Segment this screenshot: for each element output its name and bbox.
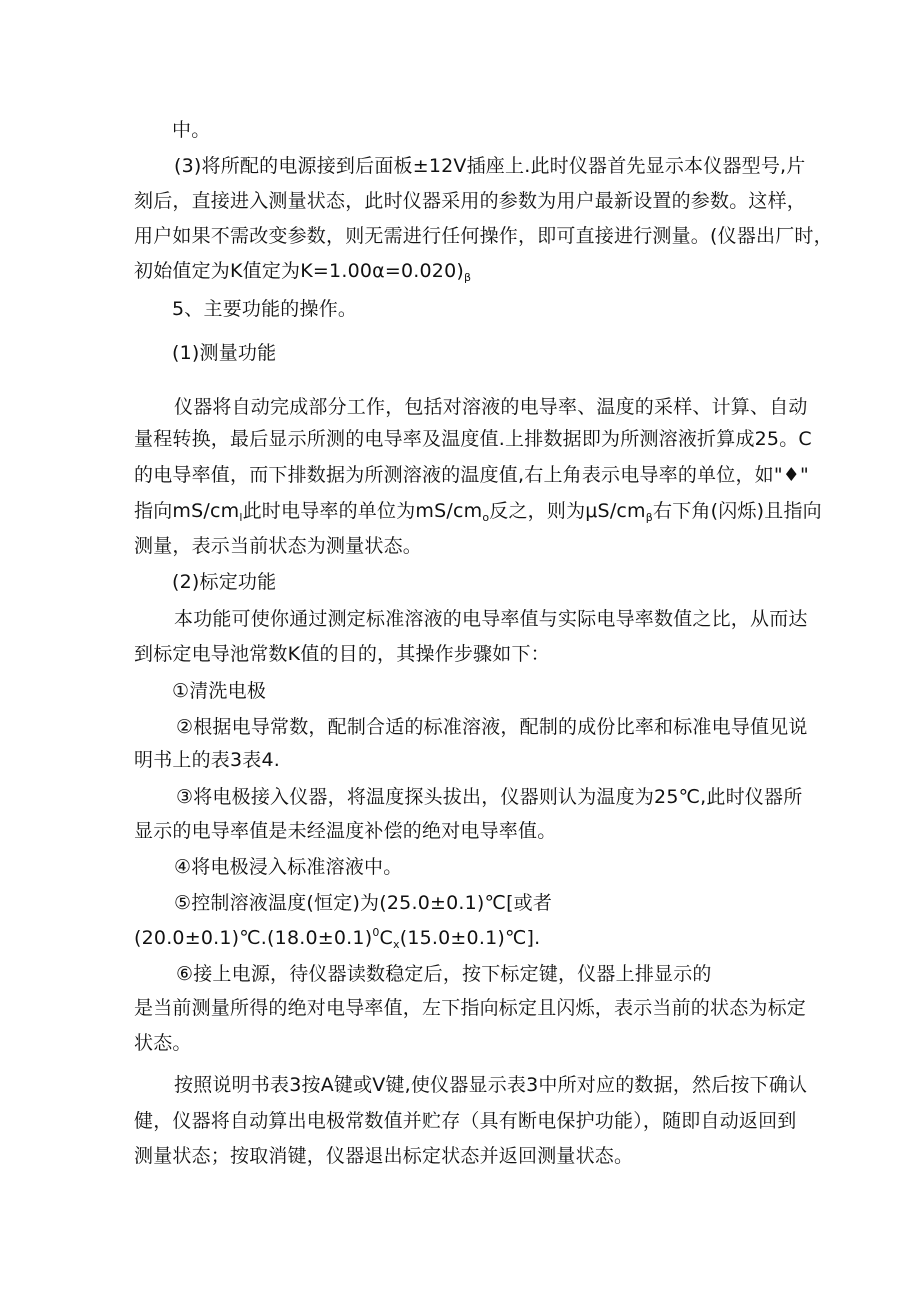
paragraph-line: 状态。: [134, 1032, 192, 1054]
subscript: β: [464, 271, 472, 284]
line-text: (20.0±0.1)℃.(18.0±0.1): [134, 927, 373, 949]
paragraph-line: [134, 259, 471, 283]
line-text: 右下角(闪烁)且指向: [653, 500, 822, 522]
paragraph-line: 用户如果不需改变参数，则无需进行任何操作，即可直接进行测量。(仪器出厂时，: [134, 225, 833, 247]
subsection-heading: (2)标定功能: [172, 571, 277, 593]
paragraph-line: [134, 926, 540, 950]
step-item: ①清洗电极: [172, 680, 267, 702]
paragraph-line: 量程转换，最后显示所测的电导率及温度值.上排数据即为所测溶液折算成25。C: [134, 428, 812, 450]
subscript: x: [392, 938, 400, 951]
paragraph-line: 中。: [172, 119, 211, 141]
subscript: l: [239, 511, 243, 524]
step-item: ③将电极接入仪器，将温度探头拔出，仪器则认为温度为25℃,此时仪器所: [176, 786, 803, 808]
paragraph-line: 测量，表示当前状态为测量状态。: [134, 535, 423, 557]
paragraph-line: 明书上的表3表4.: [134, 749, 281, 771]
subscript: β: [645, 511, 654, 524]
paragraph-line: 是当前测量所得的绝对电导率值，左下指向标定且闪烁，表示当前的状态为标定: [134, 997, 807, 1019]
paragraph-line: 健，仪器将自动算出电极常数值并贮存（具有断电保护功能），随即自动返回到: [134, 1110, 797, 1132]
paragraph-line: [134, 499, 822, 523]
paragraph-line: 测量状态；按取消键，仪器退出标定状态并返回测量状态。: [134, 1145, 634, 1167]
step-item: ⑤控制溶液温度(恒定)为(25.0±0.1)℃[或者: [174, 892, 553, 914]
paragraph-line: 刻后，直接进入测量状态，此时仪器采用的参数为用户最新设置的参数。这样，: [134, 190, 807, 212]
subsection-heading: (1)测量功能: [172, 342, 277, 364]
paragraph-line: 仪器将自动完成部分工作，包括对溶液的电导率、温度的采样、计算、自动: [174, 396, 808, 418]
line-text: 初始值定为K值定为K=1.00α=0.020): [134, 260, 464, 282]
paragraph-line: 显示的电导率值是未经温度补偿的绝对电导率值。: [134, 820, 557, 842]
line-text: (15.0±0.1)℃].: [399, 927, 541, 949]
step-item: ④将电极浸入标准溶液中。: [174, 856, 403, 878]
step-item: ⑥接上电源，待仪器读数稳定后，按下标定键，仪器上排显示的: [176, 963, 712, 985]
line-text: C: [379, 927, 393, 949]
paragraph-line: 到标定电导池常数K值的目的，其操作步骤如下：: [134, 643, 550, 665]
paragraph-line: 的电导率值，而下排数据为所测溶液的温度值,右上角表示电导率的单位，如"♦": [134, 464, 809, 486]
section-heading: 5、主要功能的操作。: [172, 298, 358, 320]
paragraph-line: 本功能可使你通过测定标准溶液的电导率值与实际电导率数值之比，从而达: [174, 608, 808, 630]
paragraph-line: 按照说明书表3按A键或V键,使仪器显示表3中所对应的数据，然后按下确认: [174, 1074, 808, 1096]
line-text: 此时电导率的单位为mS∕cm: [242, 500, 483, 522]
subscript: o: [482, 511, 490, 524]
superscript: 0: [372, 926, 380, 939]
paragraph-line: (3)将所配的电源接到后面板±12V插座上.此时仪器首先显示本仪器型号,片: [174, 155, 806, 177]
line-text: 反之，则为μS∕cm: [489, 500, 646, 522]
line-text: 指向mS∕cm: [134, 500, 240, 522]
step-item: ②根据电导常数，配制合适的标准溶液，配制的成份比率和标准电导值见说: [176, 716, 808, 738]
